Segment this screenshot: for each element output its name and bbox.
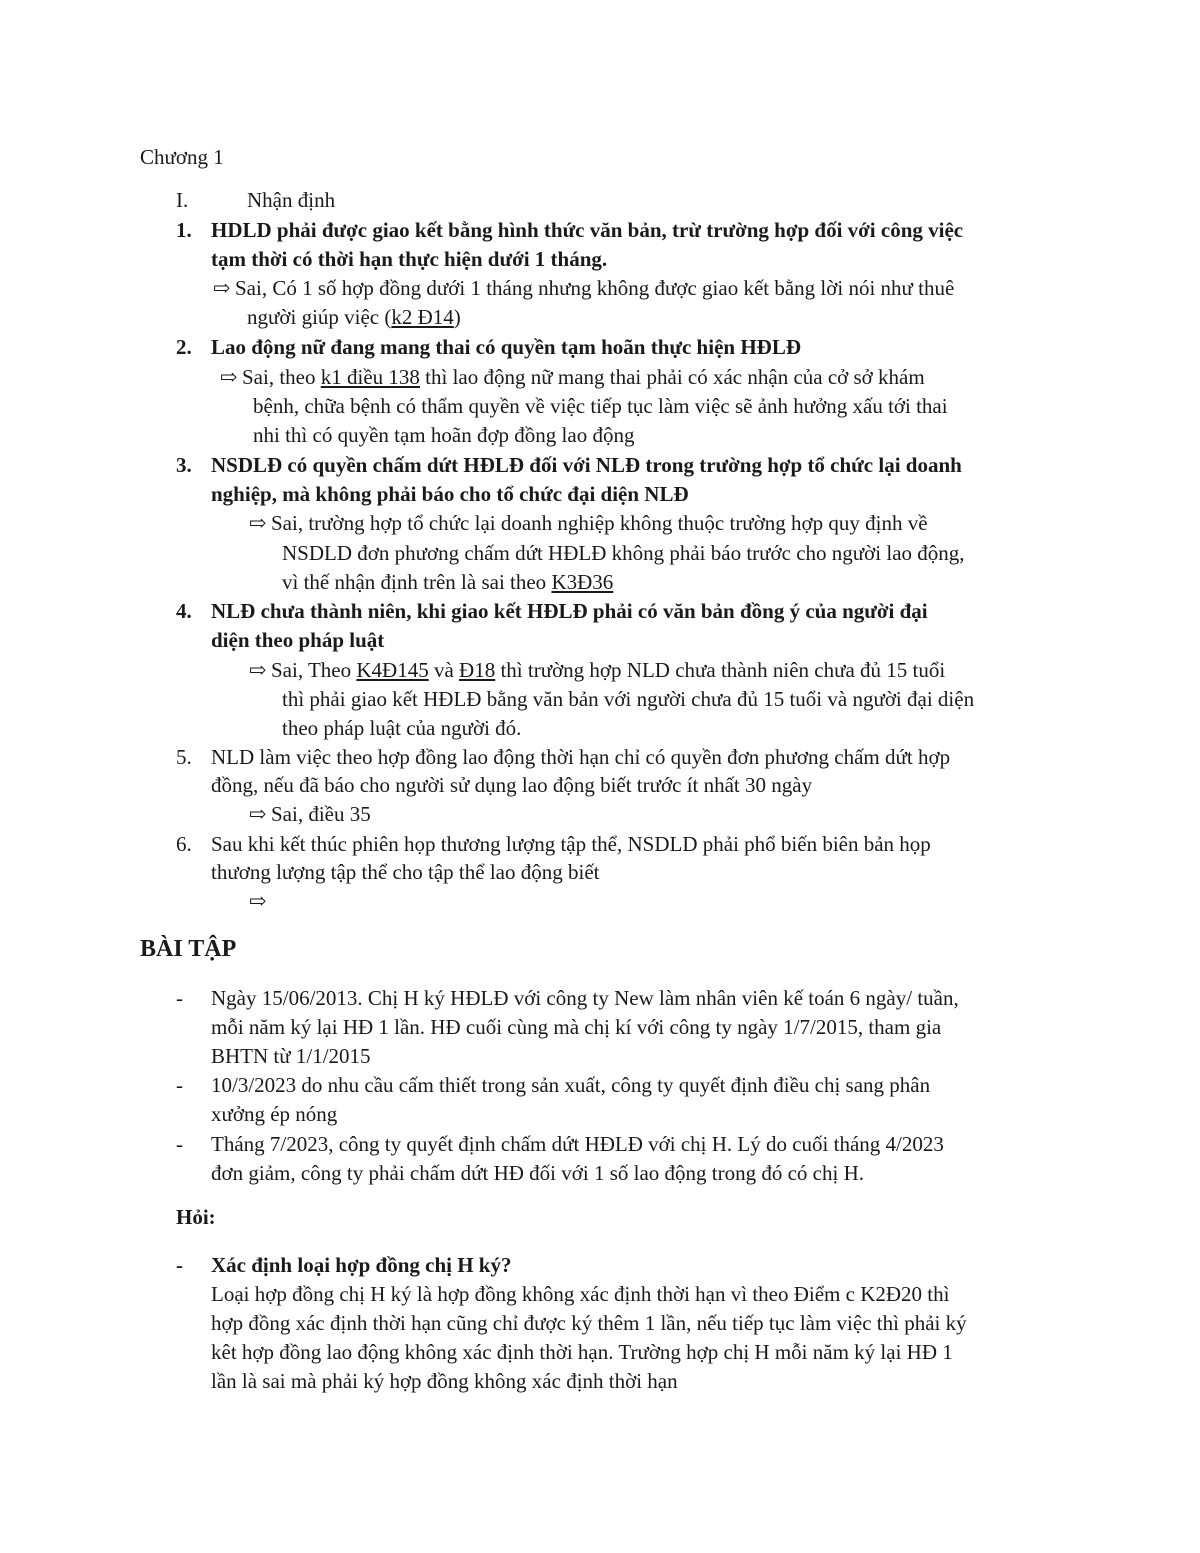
answer-line: theo pháp luật của người đó.: [282, 716, 522, 740]
answer-line: người giúp việc (k2 Đ14): [247, 305, 461, 329]
ask-label: Hỏi:: [176, 1205, 216, 1229]
question-text: Xác định loại hợp đồng chị H ký?: [211, 1253, 512, 1277]
list-dash: -: [176, 1132, 183, 1156]
statement-line: NLĐ chưa thành niên, khi giao kết HĐLĐ phải có văn bản đồng ý của người đại: [211, 599, 928, 623]
chapter-title: Chương 1: [140, 145, 224, 169]
arrow-right-icon: ⇨: [249, 802, 267, 826]
answer-line: bệnh, chữa bệnh có thẩm quyền về việc tiếp tục làm việc sẽ ảnh hưởng xấu tới thai: [253, 394, 948, 418]
fact-line: 10/3/2023 do nhu cầu cấm thiết trong sản xuất, công ty quyết định điều chị sang phân: [211, 1073, 931, 1097]
fact-line: Ngày 15/06/2013. Chị H ký HĐLĐ với công ty New làm nhân viên kế toán 6 ngày/ tuần,: [211, 986, 959, 1010]
fact-line: mỗi năm ký lại HĐ 1 lần. HĐ cuối cùng mà chị kí với công ty ngày 1/7/2015, tham gia: [211, 1015, 942, 1039]
statement-line: Sau khi kết thúc phiên họp thương lượng tập thể, NSDLD phải phổ biến biên bản họp: [211, 832, 931, 856]
list-dash: -: [176, 1253, 183, 1277]
answer-line: ⇨ Sai, Theo K4Đ145 và Đ18 thì trường hợp NLD chưa thành niên chưa đủ 15 tuổi: [249, 656, 945, 685]
statement-number: 6.: [176, 832, 192, 856]
answer-line: nhi thì có quyền tạm hoãn đợp đồng lao động: [253, 423, 635, 447]
statement-line: HDLD phải được giao kết bằng hình thức văn bản, trừ trường hợp đối với công việc: [211, 218, 964, 242]
law-reference: k2 Đ14: [391, 305, 454, 329]
list-dash: -: [176, 1073, 183, 1097]
statement-line: nghiệp, mà không phải báo cho tổ chức đại diện NLĐ: [211, 482, 689, 506]
arrow-right-icon: ⇨: [249, 511, 267, 535]
arrow-right-icon: ⇨: [249, 889, 267, 913]
statement-line: NSDLĐ có quyền chấm dứt HĐLĐ đối với NLĐ trong trường hợp tổ chức lại doanh: [211, 453, 962, 477]
law-reference: Đ18: [459, 658, 496, 682]
law-reference: k1 điều 138: [320, 365, 420, 389]
answer-line: hợp đồng xác định thời hạn cũng chỉ được ký thêm 1 lần, nếu tiếp tục làm việc thì phải ký: [211, 1311, 967, 1335]
statement-line: đồng, nếu đã báo cho người sử dụng lao động biết trước ít nhất 30 ngày: [211, 773, 813, 797]
list-dash: -: [176, 986, 183, 1010]
statement-number: 3.: [176, 453, 192, 477]
statement-line: tạm thời có thời hạn thực hiện dưới 1 tháng.: [211, 247, 608, 271]
answer-line: thì phải giao kết HĐLĐ bằng văn bản với người chưa đủ 15 tuổi và người đại diện: [282, 687, 975, 711]
section-number: I.: [176, 188, 189, 212]
statement-number: 5.: [176, 745, 192, 769]
answer-line: [249, 887, 271, 916]
arrow-right-icon: ⇨: [220, 365, 238, 389]
answer-line: ⇨ Sai, Có 1 số hợp đồng dưới 1 tháng nhưng không được giao kết bằng lời nói như thuê: [213, 274, 954, 303]
statement-number: 4.: [176, 599, 192, 623]
answer-line: ⇨ Sai, điều 35: [249, 800, 371, 829]
answer-line: ⇨ Sai, trường hợp tổ chức lại doanh nghiệp không thuộc trường hợp quy định về: [249, 509, 928, 538]
fact-line: BHTN từ 1/1/2015: [211, 1044, 371, 1068]
statement-line: NLD làm việc theo hợp đồng lao động thời hạn chỉ có quyền đơn phương chấm dứt hợp: [211, 745, 951, 769]
answer-line: kêt hợp đồng lao động không xác định thời hạn. Trường hợp chị H mỗi năm ký lại HĐ 1: [211, 1340, 953, 1364]
arrow-right-icon: ⇨: [249, 658, 267, 682]
fact-line: Tháng 7/2023, công ty quyết định chấm dứt HĐLĐ với chị H. Lý do cuối tháng 4/2023: [211, 1132, 944, 1156]
answer-line: Loại hợp đồng chị H ký là hợp đồng không xác định thời hạn vì theo Điểm c K2Đ20 thì: [211, 1282, 950, 1306]
statement-line: diện theo pháp luật: [211, 628, 385, 652]
answer-line: NSDLD đơn phương chấm dứt HĐLĐ không phải báo trước cho người lao động,: [282, 541, 965, 565]
answer-line: lần là sai mà phải ký hợp đồng không xác định thời hạn: [211, 1369, 678, 1393]
arrow-right-icon: ⇨: [213, 276, 231, 300]
statement-line: thương lượng tập thể cho tập thể lao động biết: [211, 860, 600, 884]
fact-line: xưởng ép nóng: [211, 1102, 338, 1126]
statement-number: 2.: [176, 335, 192, 359]
answer-line: ⇨ Sai, theo k1 điều 138 thì lao động nữ mang thai phải có xác nhận của cở sở khám: [220, 363, 925, 392]
law-reference: K3Đ36: [551, 570, 614, 594]
section-title: Nhận định: [247, 188, 336, 212]
statement-number: 1.: [176, 218, 192, 242]
statement-line: Lao động nữ đang mang thai có quyền tạm hoãn thực hiện HĐLĐ: [211, 335, 801, 359]
law-reference: K4Đ145: [356, 658, 429, 682]
fact-line: đơn giảm, công ty phải chấm dứt HĐ đối với 1 số lao động trong đó có chị H.: [211, 1161, 864, 1185]
answer-line: vì thế nhận định trên là sai theo K3Đ36: [282, 570, 614, 594]
exercise-title: BÀI TẬP: [140, 936, 237, 962]
